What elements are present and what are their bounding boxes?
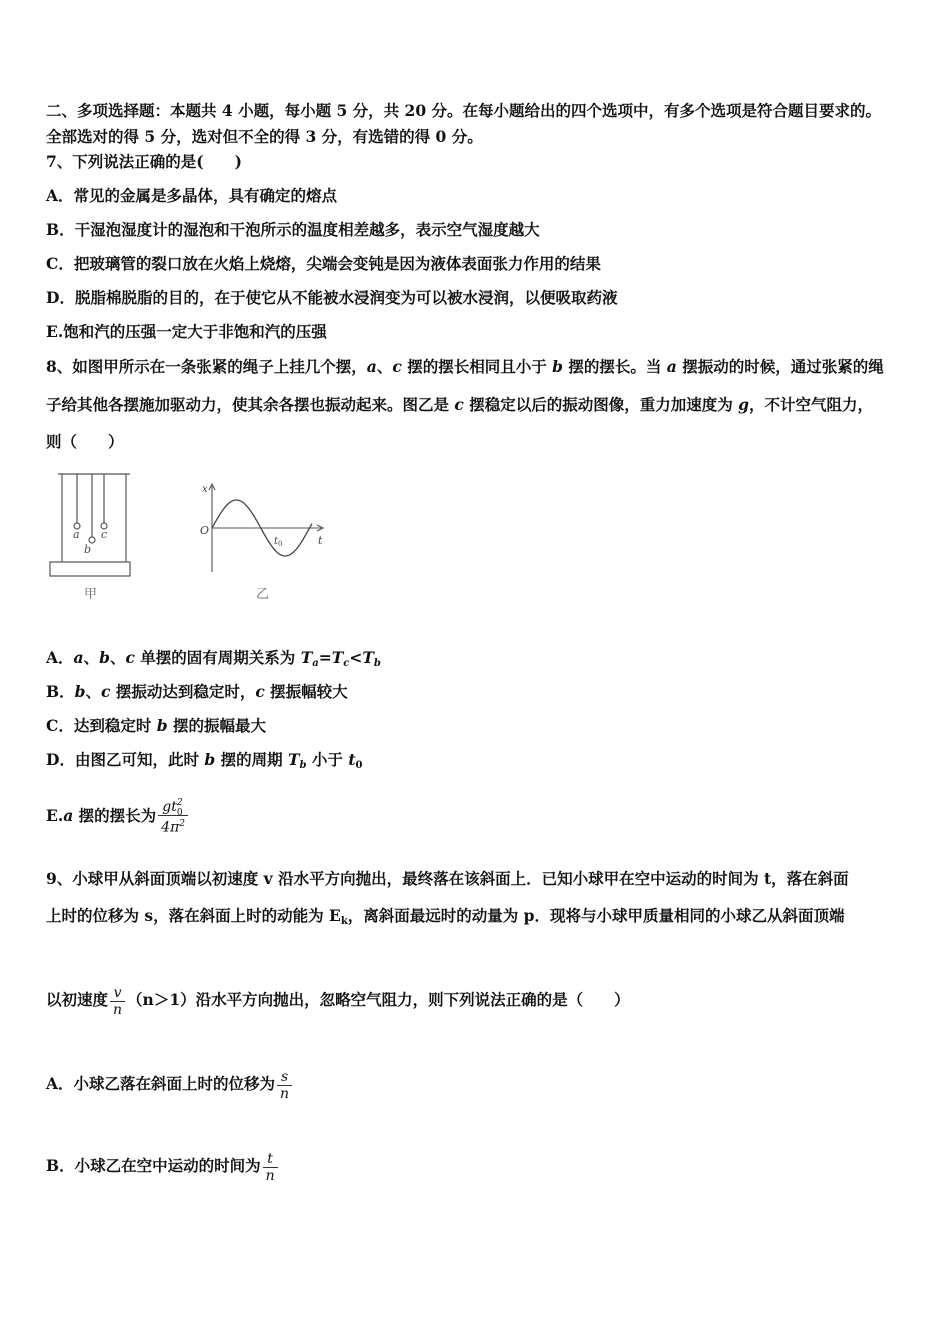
q8-stem-line1: 8、如图甲所示在一条张紧的绳子上挂几个摆，a、c 摆的摆长相同且小于 b 摆的摆长。当 a 摆振动的时候，通过张紧的绳 xyxy=(46,357,884,376)
q9-option-a: A．小球乙落在斜面上时的位移为 $\frac{s}{n}$ xyxy=(46,1062,294,1106)
ball-b-label: b xyxy=(84,543,92,556)
origin-label: O xyxy=(200,524,210,537)
q8-stem-line2: 子给其他各摆施加驱动力，使其余各摆也振动起来。图乙是 c 摆稳定以后的振动图像，重力加速度为 g，不计空气阻力， xyxy=(46,395,874,414)
time-fraction: $\frac{t}{n}$ xyxy=(263,1151,278,1184)
q7-option-b: B．干湿泡湿度计的湿泡和干泡所示的温度相差越多，表示空气湿度越大 xyxy=(46,220,540,239)
q8-option-d: D．由图乙可知，此时 b 摆的周期 $T_b$ 小于 t0 xyxy=(46,750,363,771)
vibration-graph xyxy=(196,480,336,605)
q9-stem-line1: 9、小球甲从斜面顶端以初速度 v 沿水平方向抛出，最终落在该斜面上．已知小球甲在空中运动的时间为 t，落在斜面 xyxy=(46,869,849,888)
q9-option-b: B．小球乙在空中运动的时间为 $\frac{t}{n}$ xyxy=(46,1144,280,1188)
q8-option-b: B．b、c 摆振动达到稳定时，c 摆振幅较大 xyxy=(46,682,348,701)
initial-speed-fraction: $\frac{v}{n}$ xyxy=(110,985,125,1018)
ball-c-label: c xyxy=(101,528,108,541)
q7-stem: 7、下列说法正确的是( ) xyxy=(46,152,242,171)
y-axis-label: x xyxy=(202,484,208,495)
q7-option-a: A．常见的金属是多晶体，具有确定的熔点 xyxy=(46,186,338,205)
q8-option-e: E.a 摆的摆长为 gt 2 0 $4\pi^2$ xyxy=(46,790,190,842)
x-axis-label: t xyxy=(318,534,323,547)
figure-yi-caption: 乙 xyxy=(256,587,270,602)
pendulum-length-fraction: gt 2 0 $4\pi^2$ xyxy=(158,799,188,836)
q7-option-d: D．脱脂棉脱脂的目的，在于使它从不能被水浸润变为可以被水浸润，以便吸取药液 xyxy=(46,288,618,307)
q9-stem-line2: 上时的位移为 s，落在斜面上时的动能为 Ek，离斜面最远时的动量为 p．现将与小球甲质量相同的小球乙从斜面顶端 xyxy=(46,906,845,927)
q8-option-c: C．达到稳定时 b 摆的振幅最大 xyxy=(46,716,266,735)
q9-stem-line3: 以初速度 $\frac{v}{n}$ （n＞1）沿水平方向抛出，忽略空气阻力，则下列说法正确的是（ ） xyxy=(46,984,630,1018)
q7-option-e: E.饱和汽的压强一定大于非饱和汽的压强 xyxy=(46,322,327,341)
section-scoring: 全部选对的得 5 分，选对但不全的得 3 分，有选错的得 0 分。 xyxy=(46,127,483,146)
q7-option-c: C．把玻璃管的裂口放在火焰上烧熔，尖端会变钝是因为液体表面张力作用的结果 xyxy=(46,254,601,273)
t0-label: $t_0$ xyxy=(274,536,283,548)
pendulum-figure xyxy=(44,470,144,605)
section-title: 二、多项选择题：本题共 4 小题，每小题 5 分，共 20 分。在每小题给出的四个选项中，有多个选项是符合题目要求的。 xyxy=(46,101,882,120)
ball-a-label: a xyxy=(73,528,80,541)
displacement-fraction: $\frac{s}{n}$ xyxy=(277,1069,292,1102)
q8-stem-line3: 则（ ） xyxy=(46,432,124,451)
q8-option-a: A．a、b、c 单摆的固有周期关系为 $T_a=T_c<T_b$ xyxy=(46,648,381,669)
figure-jia-caption: 甲 xyxy=(84,587,98,602)
